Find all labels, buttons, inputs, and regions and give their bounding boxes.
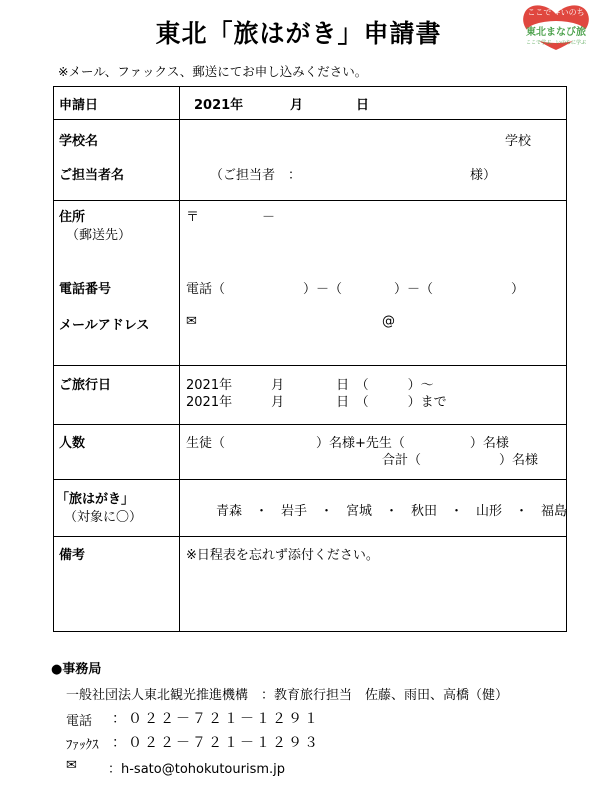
people-field[interactable] <box>180 425 567 480</box>
address-field[interactable] <box>180 201 567 366</box>
date-day: 日 <box>356 98 370 113</box>
address-label: 住所 <box>59 210 86 225</box>
logo-top-text: ここで +いのち <box>527 8 585 17</box>
postcards-sublabel: （対象に〇） <box>64 510 143 525</box>
travel-label: ご旅行日 <box>59 378 112 393</box>
date-field[interactable] <box>180 87 567 120</box>
office-org: 一般社団法人東北観光推進機構 ：教育旅行担当 佐藤、雨田、高橋（健） <box>66 688 509 703</box>
travel-line1: 2021年 月 日 （ ）～ <box>186 378 434 393</box>
postal-dash: － <box>262 210 276 225</box>
school-field[interactable] <box>180 120 567 201</box>
fax-number: ：０２２－７２１－１２９３ <box>112 735 320 751</box>
logo-sub-text: ここで学ぶ、いのちに学ぶ <box>525 40 587 46</box>
people-line2: 合計（ ）名様 <box>382 453 539 468</box>
school-label: 学校名 <box>59 134 99 149</box>
mail-icon-footer: ✉ <box>66 758 77 773</box>
date-year: 2021年 <box>194 98 244 113</box>
office-heading: ●事務局 <box>51 662 102 677</box>
prefecture-list: 青森 ・ 岩手 ・ 宮城 ・ 秋田 ・ 山形 ・ 福島 <box>216 504 568 519</box>
office-email[interactable]: ：h-sato@tohokutourism.jp <box>108 762 286 777</box>
tohoku-manabi-logo <box>517 2 595 52</box>
application-form <box>53 86 567 632</box>
travel-field[interactable] <box>180 366 567 425</box>
date-month: 月 <box>290 98 304 113</box>
logo-main-text: 東北まなび旅 <box>526 27 586 38</box>
mail-label: メールアドレス <box>59 318 150 333</box>
contact-close: 様） <box>470 168 497 183</box>
fax-label: ﾌｧｯｸｽ <box>66 738 99 753</box>
address-sublabel: （郵送先） <box>66 228 132 243</box>
tel-label: 電話 <box>66 714 93 729</box>
phone-label: 電話番号 <box>59 282 112 297</box>
remarks-note: ※日程表を忘れず添付ください。 <box>186 548 379 563</box>
postal-mark: 〒 <box>186 210 200 225</box>
prefecture-options[interactable] <box>180 480 567 537</box>
school-suffix: 学校 <box>505 134 532 149</box>
tel-number: ：０２２－７２１－１２９１ <box>112 711 320 727</box>
submission-note: ※メール、ファックス、郵送にてお申し込みください。 <box>58 64 368 79</box>
mail-icon: ✉ <box>186 314 197 329</box>
mail-at: @ <box>382 314 395 329</box>
people-label: 人数 <box>59 436 86 451</box>
remarks-label: 備考 <box>59 548 86 563</box>
remarks-field[interactable] <box>180 537 567 632</box>
date-label: 申請日 <box>59 98 99 113</box>
contact-label: ご担当者名 <box>59 168 125 183</box>
travel-line2: 2021年 月 日 （ ）まで <box>186 395 447 410</box>
contact-open: （ご担当者 ： <box>210 168 302 183</box>
people-line1: 生徒（ ）名様+先生（ ）名様 <box>186 436 509 451</box>
postcards-label: 「旅はがき」 <box>56 492 135 507</box>
phone-field[interactable]: 電話（ ）－（ ）－（ ） <box>186 282 525 297</box>
page-title: 東北「旅はがき」申請書 <box>155 19 442 48</box>
